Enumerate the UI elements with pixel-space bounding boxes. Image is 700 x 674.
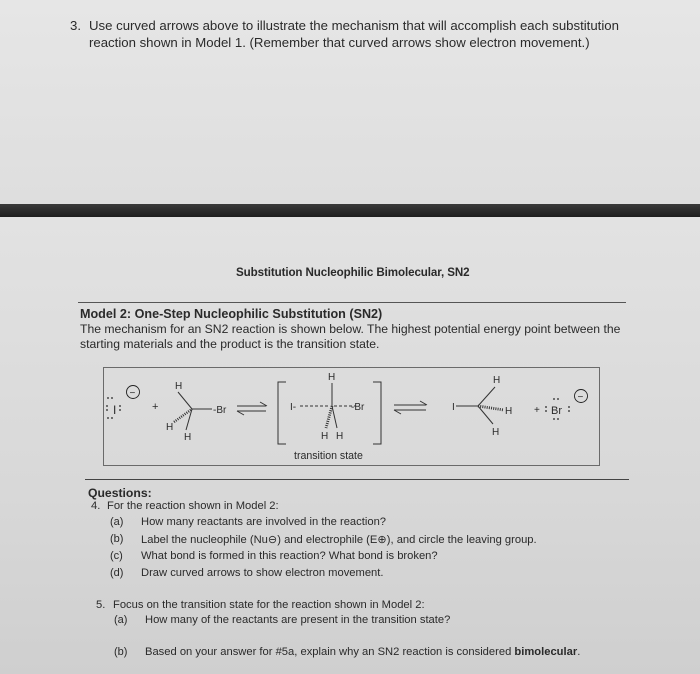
q4d-text: Draw curved arrows to show electron movement. (141, 567, 384, 579)
h-bottom-label: H (184, 432, 192, 443)
charge-label: − (129, 388, 136, 399)
q5b-bold-word: bimolecular (514, 646, 578, 658)
bromide-leaving-group (545, 390, 587, 420)
q4a-text: How many reactants are involved in the reaction? (141, 516, 387, 528)
q4-text: For the reaction shown in Model 2: (107, 500, 279, 512)
page-divider (0, 204, 700, 217)
prod-h-top-label: H (493, 375, 501, 386)
iodide-label: I (113, 403, 117, 417)
questions-title: Questions: (88, 486, 152, 500)
q4a-label: (a) (110, 516, 124, 528)
h-top-label: H (175, 381, 183, 392)
q4b-text: Label the nucleophile (Nu⊖) and electrophile (E⊕), and circle the leaving group. (141, 534, 537, 546)
h-wedge-label: H (166, 422, 174, 433)
question-3-number: 3. (70, 18, 81, 33)
charge-label-2: − (577, 392, 584, 403)
q4c-label: (c) (110, 550, 123, 562)
q4d-label: (d) (110, 567, 124, 579)
q5-text: Focus on the transition state for the reaction shown in Model 2: (113, 599, 425, 611)
prod-i-label: I (452, 402, 455, 413)
prod-h-bottom-label: H (492, 427, 500, 438)
methyl-bromide (166, 381, 227, 443)
q5b-label: (b) (114, 646, 128, 658)
transition-state (278, 372, 381, 444)
question-3-text: Use curved arrows above to illustrate the mechanism that will accomplish each substitution reaction shown in Model 1. (Remember that curved arrows show electron movement.) (89, 18, 619, 50)
q5b-text-post: . (577, 646, 581, 658)
ts-h-left-label: H (321, 431, 329, 442)
ts-i-label: I- (290, 402, 297, 413)
questions-rule (85, 479, 629, 480)
q5a-label: (a) (114, 614, 128, 626)
questions-heading (88, 486, 152, 500)
mechanism-diagram (103, 367, 600, 466)
equilibrium-arrow-1 (237, 402, 267, 415)
q5b-text (145, 646, 580, 658)
q4c-text: What bond is formed in this reaction? What bond is broken? (141, 550, 438, 562)
top-rule (78, 302, 626, 303)
q5a-text: How many of the reactants are present in the transition state? (145, 614, 451, 626)
equilibrium-arrow-2 (394, 401, 427, 414)
transition-state-label: transition state (294, 450, 363, 462)
bromide-label: Br (551, 405, 562, 417)
plus-sign-2: + (534, 405, 540, 416)
prod-h-wedge-label: H (505, 406, 513, 417)
model-heading: Model 2: One-Step Nucleophilic Substitution (SN2) (80, 307, 383, 321)
methyl-iodide (452, 375, 512, 438)
ts-h-right-label: H (336, 431, 344, 442)
q5-number: 5. (96, 599, 106, 611)
model-description: The mechanism for an SN2 reaction is shown below. The highest potential energy point between the starting materials and the product is the transition state. (80, 322, 621, 351)
q5b-text-pre: Based on your answer for #5a, explain why an SN2 reaction is considered (145, 646, 515, 658)
ts-h-top-label: H (328, 372, 336, 383)
ts-br-label: -Br (351, 402, 365, 413)
plus-sign: + (152, 401, 159, 413)
br-label: -Br (213, 405, 227, 416)
q4b-label: (b) (110, 533, 124, 545)
q4-number: 4. (91, 500, 101, 512)
iodide-nucleophile (106, 386, 139, 419)
section-title: Substitution Nucleophilic Bimolecular, SN2 (236, 266, 470, 279)
